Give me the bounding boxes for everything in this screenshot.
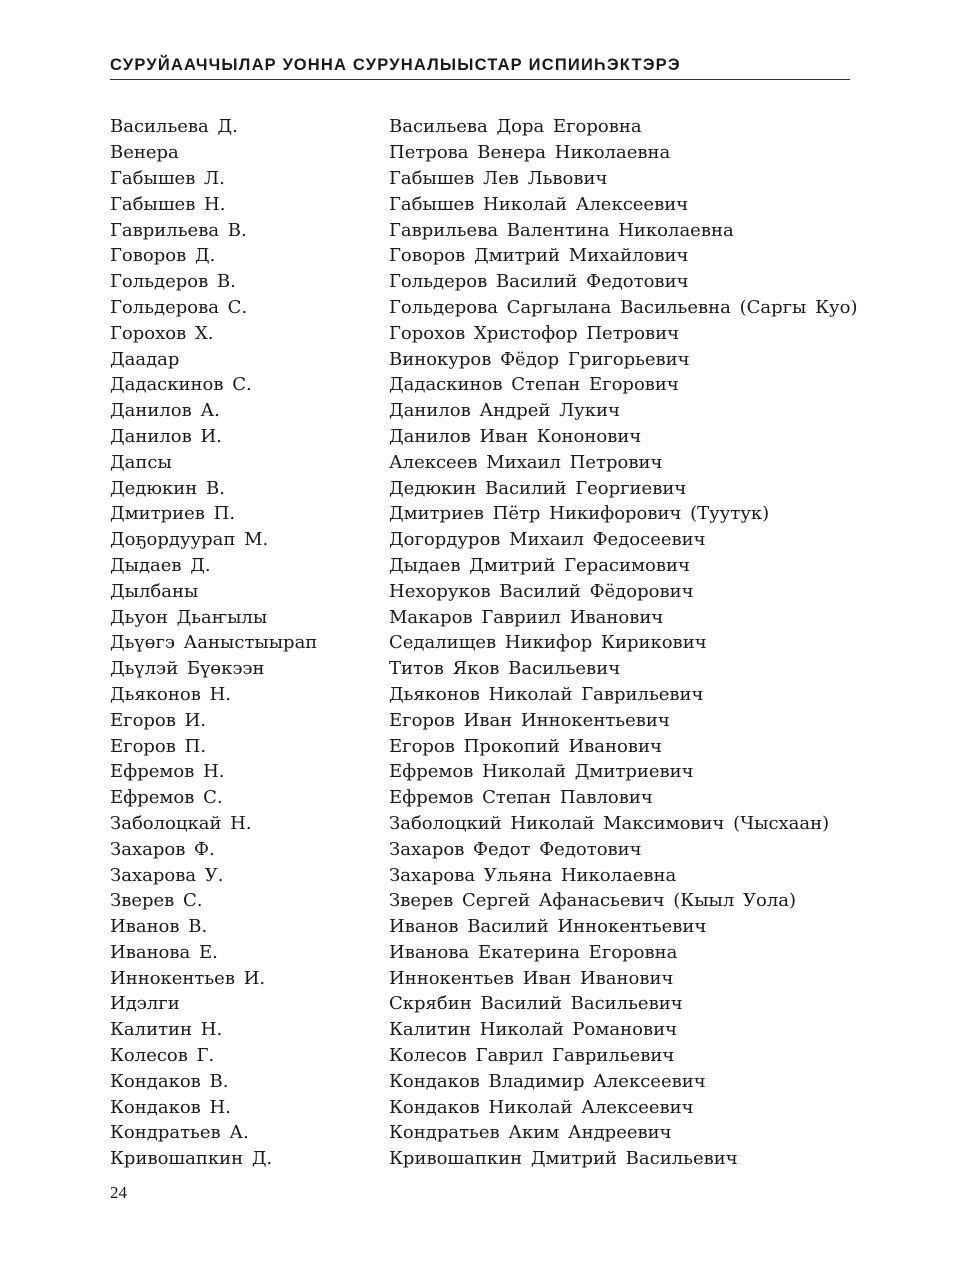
full-name: Дьяконов Николай Гаврильевич [389, 683, 704, 705]
list-item [110, 604, 850, 630]
full-name: Заболоцкий Николай Максимович (Чысхаан) [389, 812, 830, 834]
pseudonym: Доҕордуурап М. [110, 529, 269, 551]
list-item [110, 140, 850, 166]
full-name: Захаров Федот Федотович [389, 838, 642, 860]
list-item [110, 346, 850, 372]
list-item [110, 707, 850, 733]
pseudonym: Даадар [110, 348, 180, 370]
pseudonym: Дедюкин В. [110, 477, 225, 499]
list-item [110, 114, 850, 140]
list-item [110, 1043, 850, 1069]
list-item [110, 630, 850, 656]
pseudonym: Дылбаны [110, 580, 199, 602]
list-item [110, 527, 850, 553]
full-name: Зверев Сергей Афанасьевич (Кыыл Уола) [389, 890, 797, 912]
full-name: Алексеев Михаил Петрович [389, 451, 663, 473]
list-item [110, 191, 850, 217]
full-name: Габышев Николай Алексеевич [389, 193, 689, 215]
pseudonym: Кондаков В. [110, 1070, 229, 1092]
pseudonym: Иванова Е. [110, 941, 218, 963]
list-item [110, 1146, 850, 1172]
list-item [110, 811, 850, 837]
full-name: Дадаскинов Степан Егорович [389, 374, 679, 396]
full-name: Егоров Прокопий Иванович [389, 735, 662, 757]
pseudonym: Дьяконов Н. [110, 683, 231, 705]
full-name: Гольдеров Василий Федотович [389, 271, 689, 293]
pseudonym: Захаров Ф. [110, 838, 215, 860]
list-item [110, 501, 850, 527]
pseudonym: Гаврильева В. [110, 219, 247, 241]
pseudonym: Васильева Д. [110, 116, 238, 138]
pseudonym: Горохов Х. [110, 322, 214, 344]
pseudonym: Гольдерова С. [110, 296, 248, 318]
full-name: Габышев Лев Львович [389, 167, 608, 189]
list-item [110, 1120, 850, 1146]
list-item [110, 553, 850, 579]
pseudonym: Дьүлэй Бүөкээн [110, 658, 265, 680]
full-name: Винокуров Фёдор Григорьевич [389, 348, 690, 370]
list-item [110, 475, 850, 501]
pseudonym: Идэлги [110, 993, 180, 1015]
list-item [110, 243, 850, 269]
full-name: Ефремов Николай Дмитриевич [389, 761, 694, 783]
full-name: Макаров Гавриил Иванович [389, 606, 664, 628]
full-name: Кондаков Владимир Алексеевич [389, 1070, 706, 1092]
pseudonym: Дьуон Дьаҥылы [110, 606, 268, 628]
full-name: Калитин Николай Романович [389, 1019, 677, 1041]
list-item [110, 578, 850, 604]
full-name: Иванов Василий Иннокентьевич [389, 916, 707, 938]
pseudonym: Габышев Л. [110, 167, 225, 189]
list-item [110, 398, 850, 424]
pseudonym: Венера [110, 142, 179, 164]
list-item [110, 836, 850, 862]
list-item [110, 1068, 850, 1094]
list-item [110, 656, 850, 682]
pseudonym: Ефремов Н. [110, 761, 225, 783]
full-name: Иннокентьев Иван Иванович [389, 967, 674, 989]
full-name: Данилов Иван Кононович [389, 425, 642, 447]
full-name: Данилов Андрей Лукич [389, 400, 620, 422]
full-name: Догордуров Михаил Федосеевич [389, 529, 706, 551]
pseudonym: Дадаскинов С. [110, 374, 252, 396]
pseudonym: Кондаков Н. [110, 1096, 231, 1118]
full-name: Захарова Ульяна Николаевна [389, 864, 677, 886]
full-name: Иванова Екатерина Егоровна [389, 941, 678, 963]
pseudonym: Кондратьев А. [110, 1122, 249, 1144]
pseudonym: Егоров И. [110, 709, 207, 731]
full-name: Егоров Иван Иннокентьевич [389, 709, 670, 731]
list-item [110, 372, 850, 398]
list-item [110, 914, 850, 940]
pseudonym: Дьүөгэ Ааныстыырап [110, 632, 318, 654]
full-name: Кондратьев Аким Андреевич [389, 1122, 672, 1144]
full-name: Кривошапкин Дмитрий Васильевич [389, 1148, 738, 1170]
full-name: Гаврильева Валентина Николаевна [389, 219, 734, 241]
full-name: Ефремов Степан Павлович [389, 787, 653, 809]
list-item [110, 862, 850, 888]
full-name: Дедюкин Василий Георгиевич [389, 477, 687, 499]
page-number: 24 [110, 1183, 127, 1202]
pseudonym: Говоров Д. [110, 245, 216, 267]
full-name: Кондаков Николай Алексеевич [389, 1096, 694, 1118]
list-item [110, 424, 850, 450]
full-name: Горохов Христофор Петрович [389, 322, 680, 344]
pseudonym: Зверев С. [110, 890, 203, 912]
pseudonym: Калитин Н. [110, 1019, 223, 1041]
full-name: Седалищев Никифор Кирикович [389, 632, 707, 654]
list-item [110, 940, 850, 966]
full-name: Васильева Дора Егоровна [389, 116, 642, 138]
pseudonym: Дыдаев Д. [110, 554, 211, 576]
full-name: Дмитриев Пётр Никифорович (Туутук) [389, 503, 770, 525]
pseudonym: Иннокентьев И. [110, 967, 266, 989]
running-header: СУРУЙААЧЧЫЛАР УОННА СУРУНАЛЫЫСТАР ИСПИИҺЭКТЭРЭ [110, 56, 681, 74]
list-item [110, 965, 850, 991]
list-item [110, 217, 850, 243]
pseudonym-list [110, 114, 858, 1172]
list-item [110, 449, 850, 475]
header-rule [110, 79, 850, 80]
pseudonym: Дмитриев П. [110, 503, 236, 525]
pseudonym: Дапсы [110, 451, 172, 473]
pseudonym: Заболоцкай Н. [110, 812, 252, 834]
list-item [110, 682, 850, 708]
list-item [110, 320, 850, 346]
full-name: Нехоруков Василий Фёдорович [389, 580, 694, 602]
full-name: Титов Яков Васильевич [389, 658, 621, 680]
pseudonym: Данилов И. [110, 425, 222, 447]
full-name: Гольдерова Саргылана Васильевна (Саргы Куо) [389, 296, 858, 318]
pseudonym: Данилов А. [110, 400, 220, 422]
list-item [110, 1017, 850, 1043]
list-item [110, 269, 850, 295]
full-name: Колесов Гаврил Гаврильевич [389, 1045, 675, 1067]
pseudonym: Габышев Н. [110, 193, 226, 215]
list-item [110, 295, 858, 321]
pseudonym: Гольдеров В. [110, 271, 236, 293]
list-item [110, 785, 850, 811]
full-name: Скрябин Василий Васильевич [389, 993, 683, 1015]
list-item [110, 759, 850, 785]
list-item [110, 991, 850, 1017]
list-item [110, 1094, 850, 1120]
pseudonym: Егоров П. [110, 735, 207, 757]
full-name: Говоров Дмитрий Михайлович [389, 245, 689, 267]
pseudonym: Иванов В. [110, 916, 208, 938]
pseudonym: Ефремов С. [110, 787, 223, 809]
pseudonym: Кривошапкин Д. [110, 1148, 273, 1170]
list-item [110, 733, 850, 759]
full-name: Петрова Венера Николаевна [389, 142, 671, 164]
list-item [110, 888, 850, 914]
list-item [110, 166, 850, 192]
pseudonym: Захарова У. [110, 864, 224, 886]
full-name: Дыдаев Дмитрий Герасимович [389, 554, 690, 576]
pseudonym: Колесов Г. [110, 1045, 215, 1067]
